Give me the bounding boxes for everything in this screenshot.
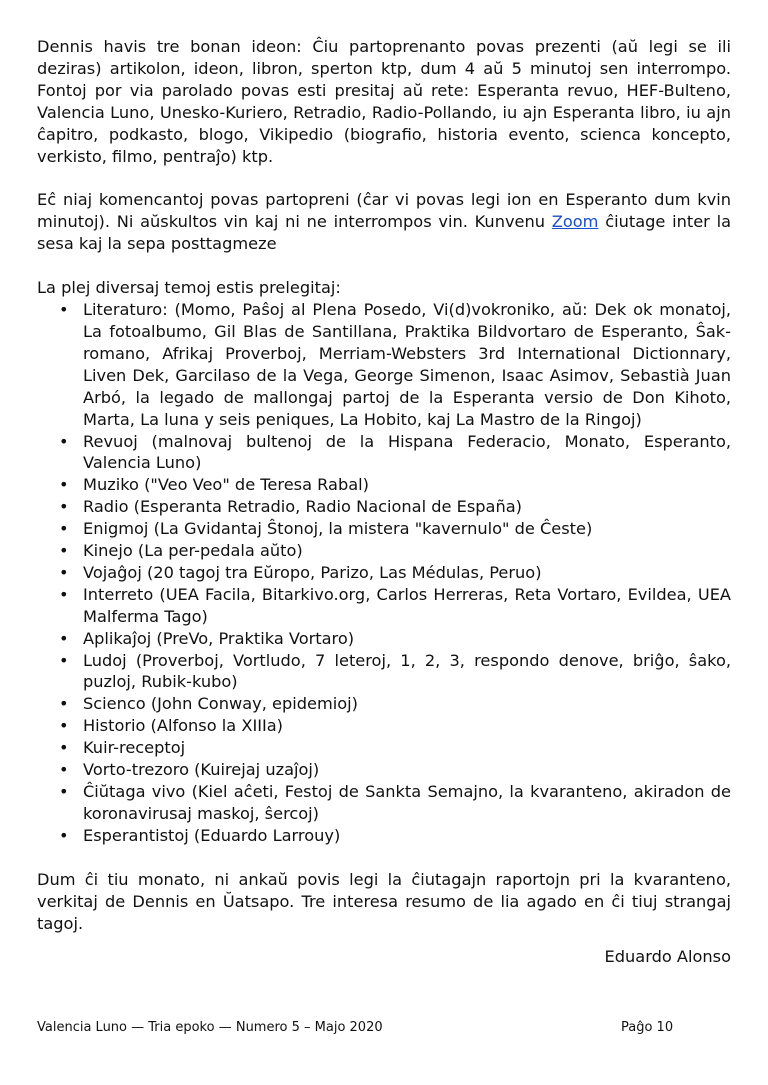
list-item [59,496,731,518]
list-item-text: Enigmoj (La Gvidantaj Ŝtonoj, la mistera "kavernulo" de Ĉeste) [83,519,593,539]
list-item [59,715,731,737]
list-item-text: Kuir-receptoj [83,738,186,758]
list-item-text: Literaturo: (Momo, Paŝoj al Plena Posedo, Vi(d)vokroniko, aŭ: Dek ok monatoj, La fotoalbumo, Gil Blas de Santillana, Praktika Bildvortaro de Esperanto, Ŝak-romano, Afrikaj Proverboj, Merriam-Websters 3rd International Dictionnary, Liven Dek, Garcilaso de la Vega, George Simenon, Isaac Asimov, Sebastià Juan Arbó, la legado de mallongaj partoj de la Esperanta versio de Don Kihoto, Marta, La luna y seis peniques, La Hobito, kaj La Mastro de la Ringoj) [83,300,731,429]
author-signature: Eduardo Alonso [604,947,731,967]
paragraph-ideas: Dennis havis tre bonan ideon: Ĉiu partoprenanto povas prezenti (aŭ legi se ili deziras) artikolon, ideon, libron, sperton ktp, dum 4 aŭ 5 minutoj sen interrompo. Fontoj por via parolado povas esti presitaj aŭ rete: Esperanta revuo, HEF-Bulteno, Valencia Luno, Unesko-Kuriero, Retradio, Radio-Pollando, iu ajn Esperanta libro, iu ajn ĉapitro, podkasto, blogo, Vikipedio (biografio, historia evento, scienca koncepto, verkisto, filmo, pentraĵo) ktp. [37,37,731,166]
list-item [59,628,731,650]
list-item [59,759,731,781]
bullet-icon: • [59,475,69,495]
list-item-text: Radio (Esperanta Retradio, Radio Nacional de España) [83,497,522,517]
list-item [59,540,731,562]
bullet-icon: • [59,694,69,714]
bullet-icon: • [59,782,69,801]
list-item-text: Vojaĝoj (20 tagoj tra Eŭropo, Parizo, Las Médulas, Peruo) [83,562,542,582]
list-item [59,518,731,540]
paragraph-closing: Dum ĉi tiu monato, ni ankaŭ povis legi la ĉiutagajn raportojn pri la kvaranteno, verkitaj de Dennis en Ŭatsapo. Tre interesa resumo de lia agado en ĉi tiuj strangaj tagoj. [37,869,731,933]
list-item-text: Kinejo (La per-pedala aŭto) [83,541,303,561]
bullet-icon: • [59,760,69,780]
paragraph-participation [37,189,731,255]
list-item-text: Scienco (John Conway, epidemioj) [83,694,358,714]
topics-list [37,299,731,847]
participation-text-end: ĉiutage inter la sesa kaj la sepa posttagmeze [37,212,731,254]
list-item [59,299,731,430]
list-item-text: Interreto (UEA Facila, Bitarkivo.org, Carlos Herreras, Reta Vortaro, Evildea, UEA Malferma Tago) [83,584,731,626]
article-body [37,36,731,968]
list-item-text: Ĉiŭtaga vivo (Kiel aĉeti, Festoj de Sankta Semajno, la kvaranteno, akiradon de koronavirusaj maskoj, ŝercoj) [83,782,731,823]
list-item-text: Vorto-trezoro (Kuirejaj uzaĵoj) [83,760,320,780]
list-item [59,825,731,847]
bullet-icon: • [59,628,69,648]
zoom-link[interactable]: Zoom [551,212,599,232]
list-item [59,693,731,715]
bullet-icon: • [59,541,69,561]
bullet-icon: • [59,497,69,517]
bullet-icon: • [59,738,69,758]
list-item [59,781,731,825]
bullet-icon: • [59,825,69,845]
list-item-text: Ludoj (Proverboj, Vortludo, 7 leteroj, 1, 2, 3, respondo denove, briĝo, ŝako, puzloj, Rubik-kubo) [83,650,731,692]
list-item-text: Historio (Alfonso la XIIIa) [83,716,283,736]
bullet-icon: • [59,584,69,604]
bullet-icon: • [59,562,69,582]
participation-text-start: Eĉ niaj komencantoj povas partopreni (ĉar vi povas legi ion en Esperanto dum kvin minutoj). Ni aŭskultos vin kaj ni ne interrompos vin. Kunvenu [37,190,731,232]
list-item [59,431,731,475]
bullet-icon: • [59,716,69,736]
bullet-icon: • [59,519,69,539]
list-item-text: Aplikaĵoj (PreVo, Praktika Vortaro) [83,628,355,648]
bullet-icon: • [59,650,69,670]
topics-intro: La plej diversaj temoj estis prelegitaj: [37,278,341,298]
footer-page-number: Paĝo 10 [621,1020,674,1035]
list-item [59,474,731,496]
list-item-text: Esperantistoj (Eduardo Larrouy) [83,825,341,845]
list-item [59,562,731,584]
list-item-text: Muziko ("Veo Veo" de Teresa Rabal) [83,475,369,495]
list-item [59,584,731,628]
list-item [59,650,731,694]
bullet-icon: • [59,431,69,451]
list-item [59,737,731,759]
footer-publication: Valencia Luno — Tria epoko — Numero 5 – Majo 2020 [37,1020,383,1035]
bullet-icon: • [59,300,69,320]
list-item-text: Revuoj (malnovaj bultenoj de la Hispana Federacio, Monato, Esperanto, Valencia Luno) [83,431,731,473]
